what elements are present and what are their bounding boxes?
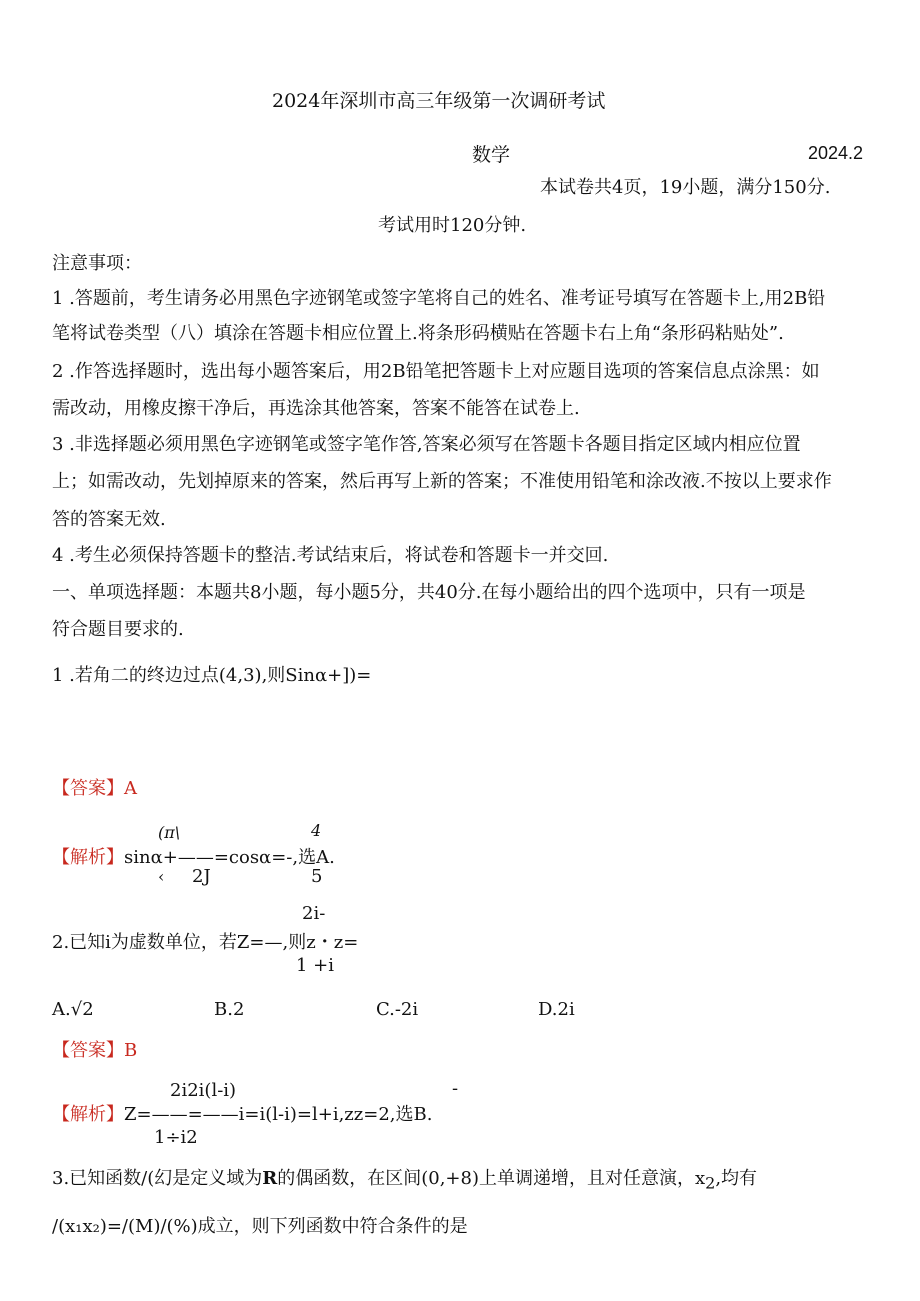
q1-solution-formula: sinα+——=cosα=-,选A. — [124, 847, 335, 868]
q3-subscript: 2 — [705, 1173, 716, 1193]
q1-solution-denominator-left: 2J — [192, 866, 211, 887]
exam-info-pages: 本试卷共4页，19小题，满分150分. — [540, 177, 831, 198]
note-2-line-2: 需改动，用橡皮擦干净后，再选涂其他答案，答案不能答在试卷上. — [52, 398, 580, 419]
exam-date: 2024.2 — [808, 143, 864, 163]
q2-solution-denominator: 1÷i2 — [154, 1127, 198, 1148]
note-3-line-2: 上；如需改动，先划掉原来的答案，然后再写上新的答案；不准使用铅笔和涂改液.不按以上要求作 — [52, 471, 832, 492]
q3-text-c: ,均有 — [715, 1168, 758, 1189]
note-1-line-2: 笔将试卷类型（八）填涂在答题卡相应位置上.将条形码横贴在答题卡右上角“条形码粘贴处”. — [52, 323, 784, 344]
q2-option-d: D.2i — [538, 999, 575, 1020]
q3-stem-line-1 — [52, 1168, 757, 1195]
q1-solution-denominator-right: 5 — [311, 866, 323, 887]
answer-label: 【答案】 — [52, 778, 124, 799]
note-1-line-1: 1 .答题前，考生请务必用黑色字迹钢笔或签字笔将自己的姓名、准考证号填写在答题卡上,用2B铅 — [52, 288, 826, 309]
q2-solution-formula: Z=——=——i=i(l-i)=l+i,zz=2,选B. — [124, 1104, 433, 1125]
q2-answer — [52, 1040, 137, 1062]
q1-answer — [52, 778, 137, 800]
q1-solution-paren-bottom: ‹ — [158, 867, 165, 886]
q3-domain-symbol: R — [262, 1168, 278, 1189]
q1-solution-paren-top: (π\ — [158, 823, 181, 842]
q2-solution — [52, 1104, 432, 1126]
note-3-line-1: 3 .非选择题必须用黑色字迹钢笔或签字笔作答,答案必须写在答题卡各题目指定区域内相应位置 — [52, 434, 801, 455]
q2-fraction-numerator: 2i- — [302, 903, 326, 924]
q2-option-c: C.-2i — [376, 999, 419, 1020]
q3-text-b: 的偶函数，在区间(0,+8)上单调递增，且对任意演，x — [277, 1168, 706, 1189]
note-4: 4 .考生必须保持答题卡的整洁.考试结束后，将试卷和答题卡一并交回. — [52, 545, 609, 566]
analysis-label: 【解析】 — [52, 1104, 124, 1125]
notes-heading: 注意事项： — [52, 253, 142, 274]
q1-stem: 1 .若角二的终边过点(4,3),则Sinα+])= — [52, 665, 372, 686]
q3-text-a: 3.已知函数/(幻是定义域为 — [52, 1168, 263, 1189]
q2-option-a: A.√2 — [52, 999, 94, 1020]
q1-solution-numerator: 4 — [311, 821, 322, 840]
q3-stem-line-2: /(x₁x₂)=/(M)/(%)成立，则下列函数中符合条件的是 — [52, 1216, 468, 1237]
exam-title: 2024年深圳市高三年级第一次调研考试 — [272, 90, 606, 112]
note-3-line-3: 答的答案无效. — [52, 509, 166, 530]
analysis-label: 【解析】 — [52, 847, 124, 868]
q2-stem: 2.已知i为虚数单位，若Z=—,则z・z= — [52, 932, 359, 953]
q2-solution-numerator: 2i2i(l-i) — [170, 1080, 237, 1101]
q2-solution-conjugate-bar: - — [452, 1078, 459, 1099]
answer-value: A — [124, 778, 137, 799]
section-1-line-2: 符合题目要求的. — [52, 619, 184, 640]
section-1-line-1: 一、单项选择题：本题共8小题，每小题5分，共40分.在每小题给出的四个选项中，只有一项是 — [52, 582, 806, 603]
note-2-line-1: 2 .作答选择题时，选出每小题答案后，用2B铅笔把答题卡上对应题目选项的答案信息点涂黑：如 — [52, 361, 820, 382]
q2-fraction-denominator: 1 +i — [296, 955, 335, 976]
q2-option-b: B.2 — [214, 999, 245, 1020]
answer-label: 【答案】 — [52, 1040, 124, 1061]
subject-title: 数学 — [472, 144, 511, 166]
exam-info-time: 考试用时120分钟. — [378, 215, 527, 236]
answer-value: B — [124, 1040, 138, 1061]
